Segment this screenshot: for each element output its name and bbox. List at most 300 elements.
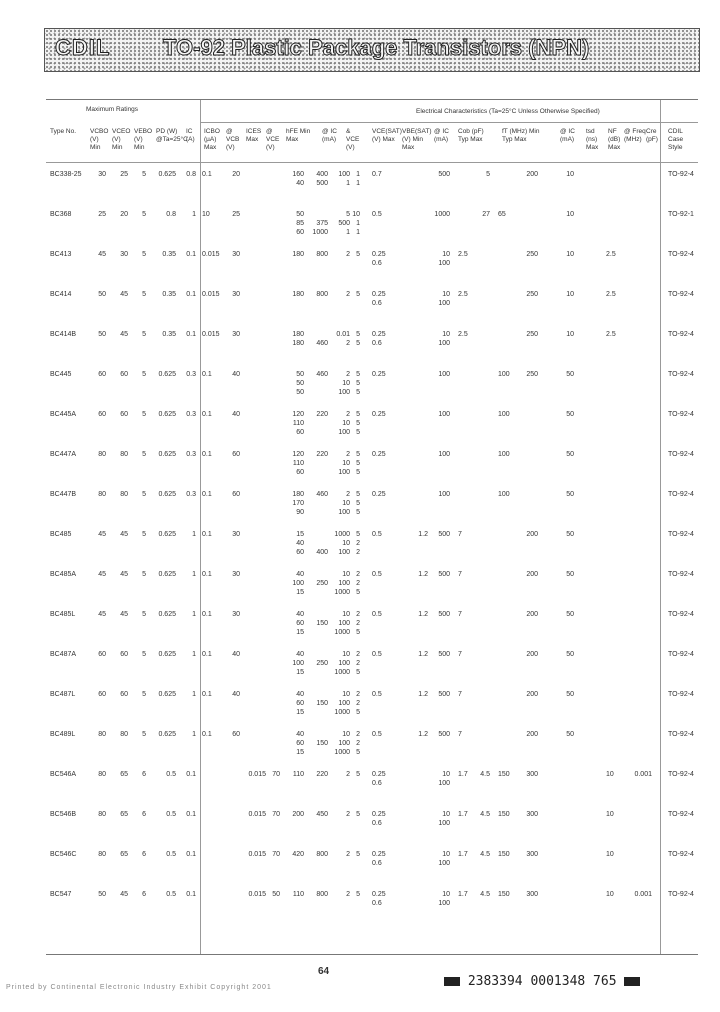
cell-icbo: 0.1	[202, 651, 212, 658]
cell-vce-ic: 10	[442, 251, 450, 258]
cell-type: BC447A	[50, 451, 77, 458]
cell-hfe-ic: 2	[346, 491, 350, 498]
cell-ic: 1	[192, 651, 196, 658]
cell-pd: 0.5	[166, 891, 176, 898]
cell-vce-ic: 100	[438, 340, 450, 347]
cell-vcb: 30	[232, 291, 240, 298]
cell-hfe-vce: 5	[356, 500, 360, 507]
cell-vceo: 60	[120, 371, 128, 378]
cell-vbesat-max: 1.2	[418, 571, 428, 578]
cell-vceo: 25	[120, 171, 128, 178]
cell-vce-ic: 500	[438, 171, 450, 178]
cell-hfe-max: 800	[316, 291, 328, 298]
cell-pd: 0.625	[158, 731, 176, 738]
cell-vce-ic: 10	[442, 291, 450, 298]
ft-header: fT (MHz) Min Typ Max	[502, 128, 540, 143]
cell-ft-ic: 50	[566, 571, 574, 578]
cell-vcesat: 0.5	[372, 651, 382, 658]
cell-hfe-max: 800	[316, 251, 328, 258]
cell-vebo: 5	[142, 691, 146, 698]
cell-ic: 0.1	[186, 891, 196, 898]
cell-type: BC487A	[50, 651, 77, 658]
freq-header: @ Freq (MHz)	[624, 128, 646, 143]
pd-header: PD (W) @Ta=25°C	[156, 128, 188, 143]
footer-note: Printed by Continental Electronic Industry Exhibit Copyright 2001	[6, 984, 272, 991]
cell-vce-ic: 100	[438, 371, 450, 378]
cell-vcbo: 60	[98, 691, 106, 698]
cell-vcbo: 45	[98, 611, 106, 618]
cell-vcbo: 60	[98, 371, 106, 378]
cell-cob-typ: 1.7	[458, 811, 468, 818]
cell-hfe-min: 180	[292, 291, 304, 298]
cob-header: Cob (pF) Typ Max	[458, 128, 484, 143]
cell-vcb: 60	[232, 491, 240, 498]
cell-hfe-min: 110	[292, 420, 304, 427]
cell-hfe-max: 220	[316, 411, 328, 418]
cell-hfe-ic: 100	[338, 469, 350, 476]
cell-case: TO-92-1	[668, 211, 694, 218]
cell-case: TO-92-4	[668, 251, 694, 258]
cell-hfe-vce: 1	[356, 229, 360, 236]
cell-vceo: 60	[120, 691, 128, 698]
cell-type: BC485L	[50, 611, 76, 618]
cell-vcesat: 0.25	[372, 291, 386, 298]
cell-ft-min: 150	[498, 851, 510, 858]
cell-ic: 0.3	[186, 371, 196, 378]
cell-ft-ic: 50	[566, 691, 574, 698]
cell-ic: 0.3	[186, 491, 196, 498]
cell-vce: 70	[272, 811, 280, 818]
cell-hfe-max: 220	[316, 451, 328, 458]
cell-vcb: 30	[232, 571, 240, 578]
cell-vcb: 60	[232, 731, 240, 738]
cell-hfe-vce: 5	[356, 389, 360, 396]
table-row	[46, 490, 698, 530]
cell-ic: 0.1	[186, 851, 196, 858]
cell-vcbo: 80	[98, 731, 106, 738]
cell-hfe-vce: 5	[356, 380, 360, 387]
cell-case: TO-92-4	[668, 771, 694, 778]
cell-vcesat: 0.5	[372, 691, 382, 698]
cell-vcb: 40	[232, 651, 240, 658]
cell-vcbo: 50	[98, 291, 106, 298]
cell-icbo: 0.015	[202, 291, 220, 298]
cell-pd: 0.35	[162, 331, 176, 338]
cell-nf: 10	[606, 771, 614, 778]
cell-type: BC414	[50, 291, 72, 298]
cell-vce-ic: 500	[438, 731, 450, 738]
cell-hfe-max: 375	[316, 220, 328, 227]
cell-case: TO-92-4	[668, 411, 694, 418]
cell-vebo: 5	[142, 251, 146, 258]
cell-vce-ic: 500	[438, 571, 450, 578]
cell-hfe-vce: 2	[356, 571, 360, 578]
cell-vcesat: 0.5	[372, 571, 382, 578]
type-header: Type No.	[50, 128, 77, 135]
cell-hfe-ic: 100	[338, 700, 350, 707]
cell-pd: 0.8	[166, 211, 176, 218]
cell-pd: 0.35	[162, 291, 176, 298]
cell-hfe-max: 150	[316, 740, 328, 747]
cell-vce-ic: 100	[438, 411, 450, 418]
cell-case: TO-92-4	[668, 731, 694, 738]
cell-hfe-min: 50	[296, 371, 304, 378]
transistor-table	[46, 99, 698, 955]
vbesat-header: VBE(SAT) (V) Min Max	[402, 128, 432, 151]
cell-vceo: 45	[120, 891, 128, 898]
cell-hfe-min: 90	[296, 509, 304, 516]
cell-hfe-min: 40	[296, 180, 304, 187]
cell-ft-typ: 200	[526, 611, 538, 618]
cell-pd: 0.625	[158, 171, 176, 178]
cell-vcbo: 60	[98, 651, 106, 658]
cell-hfe-vce: 2	[356, 740, 360, 747]
vcbo-header: VCBO (V) Min	[90, 128, 109, 151]
cell-case: TO-92-4	[668, 611, 694, 618]
cell-vcesat: 0.25	[372, 411, 386, 418]
cell-ft-ic: 10	[566, 211, 574, 218]
cell-vceo: 80	[120, 731, 128, 738]
cell-hfe-min: 180	[292, 251, 304, 258]
cell-vce-ic: 10	[442, 331, 450, 338]
cell-icbo: 0.1	[202, 371, 212, 378]
cell-hfe-min: 50	[296, 211, 304, 218]
cell-hfe-vce: 5	[356, 669, 360, 676]
cell-vcesat: 0.6	[372, 300, 382, 307]
ic-header: IC (A)	[186, 128, 195, 143]
cell-hfe-vce: 5	[356, 371, 360, 378]
cell-vce-ic: 100	[438, 820, 450, 827]
cell-hfe-vce: 2	[356, 540, 360, 547]
cell-ft-typ: 200	[526, 731, 538, 738]
cell-ic: 0.1	[186, 291, 196, 298]
cell-ft-ic: 50	[566, 491, 574, 498]
cell-hfe-min: 40	[296, 691, 304, 698]
cell-ft-min: 100	[498, 411, 510, 418]
cell-ices: 0.015	[248, 891, 266, 898]
cell-ic: 1	[192, 211, 196, 218]
cell-hfe-min: 180	[292, 331, 304, 338]
cell-hfe-ic: 10	[342, 731, 350, 738]
cell-vebo: 5	[142, 371, 146, 378]
cell-vcbo: 50	[98, 891, 106, 898]
cell-hfe-ic: 1000	[334, 709, 350, 716]
cell-hfe-min: 15	[296, 709, 304, 716]
cell-hfe-ic: 100	[338, 620, 350, 627]
cell-nf: 10	[606, 851, 614, 858]
cell-freq: 0.001	[634, 771, 652, 778]
cell-vcbo: 80	[98, 451, 106, 458]
cell-hfe-vce: 2	[356, 549, 360, 556]
cell-vceo: 65	[120, 771, 128, 778]
barcode-block-icon	[444, 977, 460, 986]
cell-hfe-ic: 1	[346, 180, 350, 187]
cell-vcbo: 80	[98, 491, 106, 498]
cell-ft-ic: 50	[566, 651, 574, 658]
elec-char-heading: Electrical Characteristics (Ta=25°C Unless Otherwise Specified)	[416, 108, 600, 115]
cell-icbo: 0.1	[202, 451, 212, 458]
hfe-ic-header: @ IC (mA)	[322, 128, 337, 143]
cell-cob-max: 5	[486, 171, 490, 178]
cell-pd: 0.625	[158, 451, 176, 458]
cell-vebo: 5	[142, 731, 146, 738]
cell-ft-typ: 250	[526, 291, 538, 298]
cell-pd: 0.625	[158, 691, 176, 698]
table-row	[46, 810, 698, 850]
cell-vcesat: 0.6	[372, 780, 382, 787]
cell-hfe-vce: 5	[356, 629, 360, 636]
cell-ft-min: 65	[498, 211, 506, 218]
cell-vcbo: 45	[98, 251, 106, 258]
cell-vce-ic: 10	[442, 771, 450, 778]
cell-icbo: 0.1	[202, 171, 212, 178]
vcesat-header: VCE(SAT) (V) Max	[372, 128, 402, 143]
cell-vcbo: 80	[98, 811, 106, 818]
cell-hfe-min: 40	[296, 651, 304, 658]
cell-hfe-vce: 5	[356, 469, 360, 476]
cell-hfe-min: 15	[296, 589, 304, 596]
cell-ft-ic: 50	[566, 731, 574, 738]
ft-ic-header: @ IC (mA)	[560, 128, 575, 143]
cell-icbo: 0.015	[202, 331, 220, 338]
cell-icbo: 0.1	[202, 731, 212, 738]
cell-vcbo: 25	[98, 211, 106, 218]
cell-hfe-ic: 1	[346, 229, 350, 236]
vceo-header: VCEO (V) Min	[112, 128, 131, 151]
cell-hfe-min: 110	[292, 460, 304, 467]
cell-vcb: 40	[232, 691, 240, 698]
cell-hfe-max: 450	[316, 811, 328, 818]
cell-hfe-ic: 10	[342, 540, 350, 547]
cell-vcesat: 0.5	[372, 731, 382, 738]
cell-hfe-ic: 10	[342, 611, 350, 618]
cell-ft-min: 150	[498, 811, 510, 818]
cell-hfe-ic: 5	[346, 211, 350, 218]
cell-vebo: 5	[142, 331, 146, 338]
cell-hfe-ic: 100	[338, 509, 350, 516]
cell-hfe-ic: 1000	[334, 749, 350, 756]
cell-hfe-min: 60	[296, 620, 304, 627]
cell-hfe-ic: 1000	[334, 669, 350, 676]
icbo-header: ICBO (µA) Max	[204, 128, 220, 151]
cell-hfe-ic: 100	[338, 549, 350, 556]
cell-case: TO-92-4	[668, 171, 694, 178]
cell-hfe-min: 15	[296, 749, 304, 756]
cell-hfe-ic: 2	[346, 451, 350, 458]
cell-hfe-min: 420	[292, 851, 304, 858]
vcb-header: @ VCB (V)	[226, 128, 240, 151]
cell-vcesat: 0.25	[372, 491, 386, 498]
cell-hfe-vce: 2	[356, 660, 360, 667]
cell-case: TO-92-4	[668, 451, 694, 458]
cell-vceo: 45	[120, 531, 128, 538]
cell-hfe-ic: 100	[338, 580, 350, 587]
table-row	[46, 690, 698, 730]
cell-ft-ic: 50	[566, 611, 574, 618]
cell-vce-ic: 10	[442, 811, 450, 818]
cell-vce-ic: 500	[438, 691, 450, 698]
cell-nf: 2.5	[606, 291, 616, 298]
cell-pd: 0.5	[166, 811, 176, 818]
cell-ic: 0.8	[186, 171, 196, 178]
cell-nf: 2.5	[606, 331, 616, 338]
cell-pd: 0.5	[166, 851, 176, 858]
cell-case: TO-92-4	[668, 851, 694, 858]
cell-pd: 0.625	[158, 411, 176, 418]
cell-vebo: 5	[142, 611, 146, 618]
cell-ft-typ: 200	[526, 171, 538, 178]
cell-pd: 0.35	[162, 251, 176, 258]
cell-hfe-vce: 5	[356, 509, 360, 516]
table-row	[46, 890, 698, 930]
cell-vce-ic: 500	[438, 651, 450, 658]
cell-hfe-vce: 5	[356, 851, 360, 858]
table-row	[46, 410, 698, 450]
vbesat-ic-header: @ IC (mA)	[434, 128, 449, 143]
cell-ft-ic: 10	[566, 291, 574, 298]
cell-vcesat: 0.6	[372, 340, 382, 347]
cell-icbo: 0.1	[202, 691, 212, 698]
cell-hfe-ic: 2	[346, 771, 350, 778]
table-row	[46, 370, 698, 410]
cell-hfe-ic: 100	[338, 660, 350, 667]
cell-hfe-vce: 5	[356, 589, 360, 596]
table-row	[46, 290, 698, 330]
cell-ft-ic: 10	[566, 331, 574, 338]
cell-type: BC368	[50, 211, 72, 218]
table-row	[46, 210, 698, 250]
cell-hfe-vce: 2	[356, 580, 360, 587]
cell-vcesat: 0.6	[372, 820, 382, 827]
cell-vce-ic: 100	[438, 780, 450, 787]
page-title: TO-92 Plastic Package Transistors (NPN)	[163, 35, 590, 60]
cell-vcbo: 30	[98, 171, 106, 178]
cell-vce-ic: 1000	[434, 211, 450, 218]
cell-hfe-vce: 2	[356, 691, 360, 698]
cell-hfe-ic: 2	[346, 340, 350, 347]
cell-hfe-min: 110	[292, 891, 304, 898]
cell-cob-max: 4.5	[480, 811, 490, 818]
cell-vce-ic: 100	[438, 860, 450, 867]
cell-vcb: 30	[232, 331, 240, 338]
tsd-header: tsd (ns) Max	[586, 128, 599, 151]
table-row	[46, 250, 698, 290]
cell-ft-min: 100	[498, 491, 510, 498]
cell-pd: 0.625	[158, 491, 176, 498]
cell-hfe-max: 250	[316, 580, 328, 587]
cell-ft-typ: 200	[526, 531, 538, 538]
cell-hfe-min: 60	[296, 700, 304, 707]
cell-ic: 1	[192, 531, 196, 538]
cell-type: BC489L	[50, 731, 76, 738]
cell-icbo: 0.1	[202, 491, 212, 498]
cell-hfe-min: 100	[292, 660, 304, 667]
hfe-header: hFE Min Max	[286, 128, 311, 143]
cell-hfe-vce: 5	[356, 331, 360, 338]
cell-hfe-min: 60	[296, 469, 304, 476]
cell-ic: 0.3	[186, 451, 196, 458]
vce-header: @ VCE (V)	[266, 128, 280, 151]
table-row	[46, 330, 698, 370]
cell-vce-ic: 500	[438, 531, 450, 538]
cell-cob-typ: 1.7	[458, 771, 468, 778]
cell-ft-min: 150	[498, 771, 510, 778]
cell-vebo: 5	[142, 571, 146, 578]
cell-vceo: 80	[120, 451, 128, 458]
cell-hfe-ic: 100	[338, 429, 350, 436]
cell-ft-ic: 10	[566, 251, 574, 258]
cell-type: BC413	[50, 251, 72, 258]
cell-vbesat-max: 1.2	[418, 611, 428, 618]
cell-hfe-min: 85	[296, 220, 304, 227]
table-row	[46, 450, 698, 490]
cell-type: BC485A	[50, 571, 77, 578]
cell-type: BC546A	[50, 771, 77, 778]
cell-ft-ic: 50	[566, 531, 574, 538]
cell-hfe-max: 460	[316, 340, 328, 347]
cell-vebo: 6	[142, 851, 146, 858]
cell-vceo: 20	[120, 211, 128, 218]
cell-hfe-ic: 1000	[334, 531, 350, 538]
cell-ic: 1	[192, 691, 196, 698]
cell-vbesat-max: 1.2	[418, 531, 428, 538]
cell-vebo: 5	[142, 411, 146, 418]
cell-hfe-vce: 5	[356, 251, 360, 258]
cell-case: TO-92-4	[668, 811, 694, 818]
cell-hfe-ic: 2	[346, 891, 350, 898]
cell-vce-ic: 100	[438, 451, 450, 458]
cell-vcesat: 0.25	[372, 251, 386, 258]
cell-vceo: 60	[120, 411, 128, 418]
cell-case: TO-92-4	[668, 491, 694, 498]
cell-vcb: 30	[232, 251, 240, 258]
cell-hfe-min: 15	[296, 669, 304, 676]
cell-hfe-max: 460	[316, 491, 328, 498]
cell-icbo: 0.1	[202, 571, 212, 578]
cell-hfe-max: 800	[316, 851, 328, 858]
cell-cob-typ: 1.7	[458, 891, 468, 898]
cell-vebo: 5	[142, 491, 146, 498]
cell-ic: 0.1	[186, 771, 196, 778]
cell-vebo: 5	[142, 211, 146, 218]
cell-ic: 1	[192, 731, 196, 738]
cell-vceo: 30	[120, 251, 128, 258]
cell-hfe-max: 500	[316, 180, 328, 187]
cell-vebo: 6	[142, 771, 146, 778]
cell-hfe-vce: 5	[356, 811, 360, 818]
cell-hfe-ic: 10	[342, 691, 350, 698]
cell-case: TO-92-4	[668, 531, 694, 538]
barcode-text: 2383394 0001348 765	[467, 974, 617, 989]
cell-ft-typ: 300	[526, 851, 538, 858]
cell-vebo: 5	[142, 531, 146, 538]
cell-hfe-min: 120	[292, 451, 304, 458]
cell-ft-ic: 50	[566, 451, 574, 458]
cell-vbesat-max: 1.2	[418, 651, 428, 658]
cell-vcesat: 0.25	[372, 451, 386, 458]
cell-vce-ic: 100	[438, 900, 450, 907]
cell-freq: 0.001	[634, 891, 652, 898]
cell-cob-typ: 7	[458, 731, 462, 738]
cell-vce-ic: 500	[438, 611, 450, 618]
cell-ft-typ: 200	[526, 691, 538, 698]
cell-hfe-vce: 2	[356, 700, 360, 707]
cell-vebo: 5	[142, 291, 146, 298]
table-row	[46, 570, 698, 610]
cell-hfe-max: 150	[316, 700, 328, 707]
cell-cob-typ: 7	[458, 691, 462, 698]
barcode-strip	[444, 974, 640, 989]
